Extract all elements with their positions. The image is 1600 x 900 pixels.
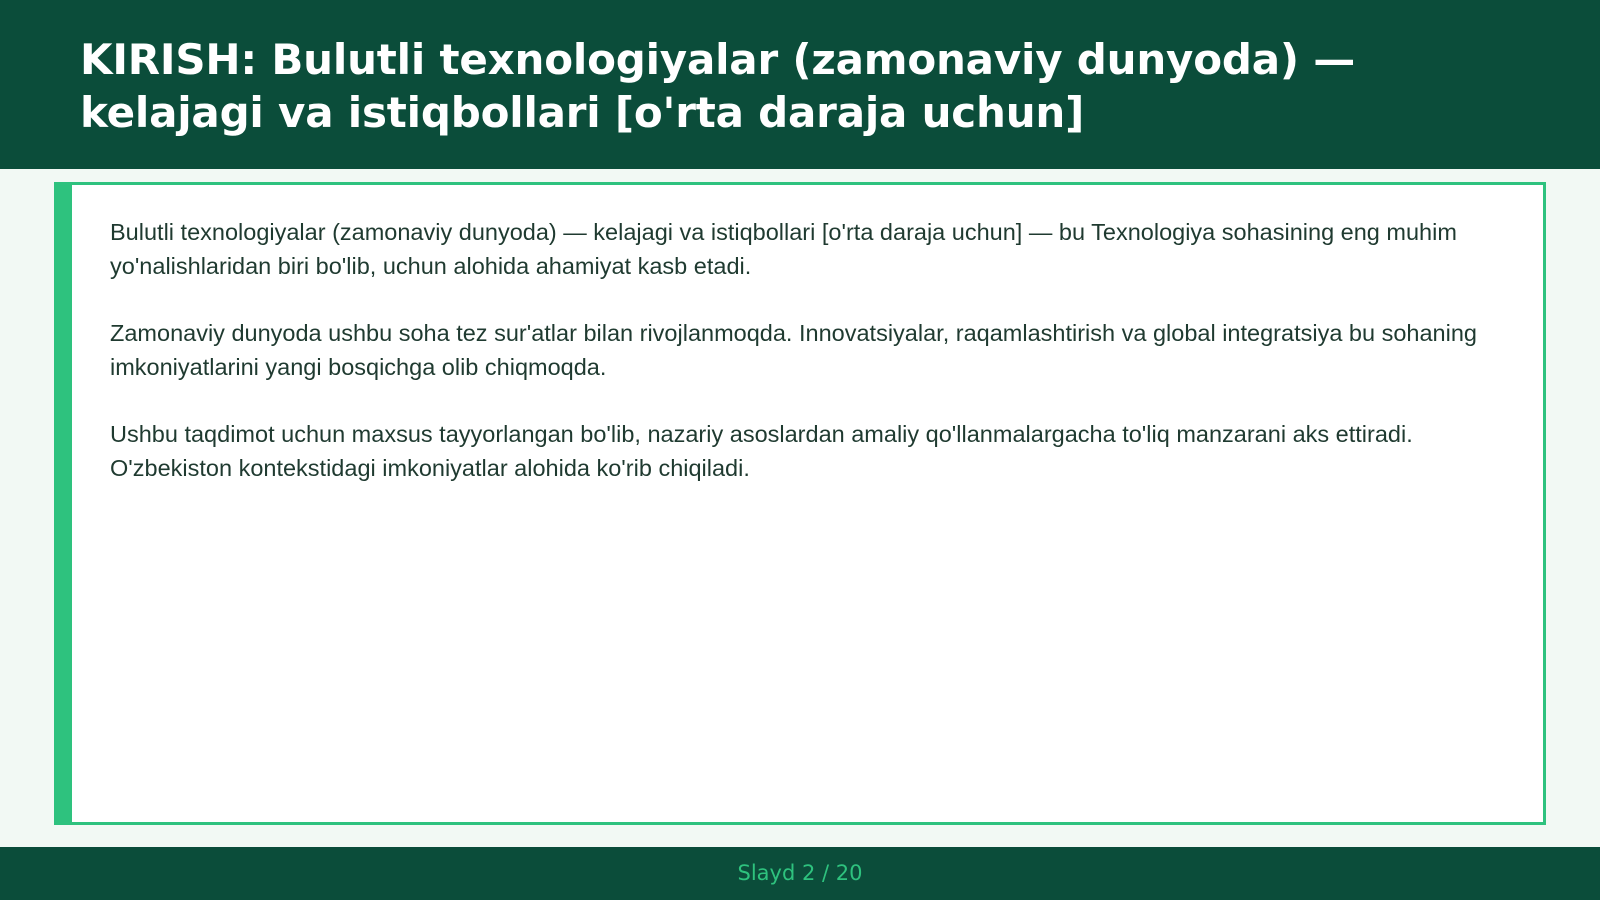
slide-number: Slayd 2 / 20: [737, 861, 863, 885]
content-paragraph: Ushbu taqdimot uchun maxsus tayyorlangan bo'lib, nazariy asoslardan amaliy qo'llanmalargacha to'liq manzarani aks ettiradi. O'zbekiston kontekstidagi imkoniyatlar alohida ko'rib chiqiladi.: [110, 421, 1413, 481]
content-paragraph: Zamonaviy dunyoda ushbu soha tez sur'atlar bilan rivojlanmoqda. Innovatsiyalar, raqamlashtirish va global integratsiya bu sohaning imkoniyatlarini yangi bosqichga olib chiqmoqda.: [110, 320, 1477, 380]
slide-header: [0, 0, 1600, 169]
slide-title: KIRISH: Bulutli texnologiyalar (zamonaviy dunyoda) — kelajagi va istiqbollari [o'rta daraja uchun]: [80, 35, 1356, 137]
slide-footer: [0, 847, 1600, 900]
content-paragraph: Bulutli texnologiyalar (zamonaviy dunyoda) — kelajagi va istiqbollari [o'rta daraja uchun] — bu Texnologiya sohasining eng muhim yo'nalishlaridan biri bo'lib, uchun alohida ahamiyat kasb etadi.: [110, 219, 1457, 279]
content-card: [54, 182, 1546, 825]
